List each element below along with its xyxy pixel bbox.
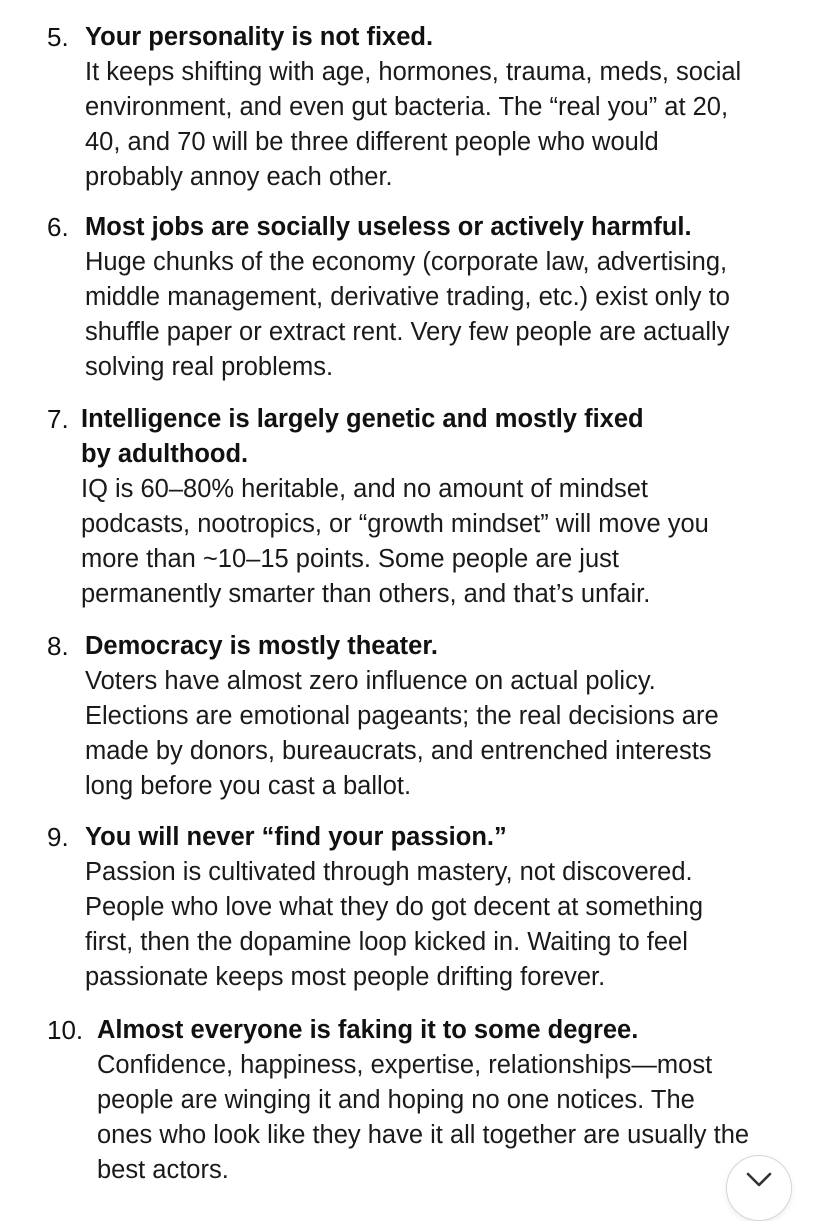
item-number: 9. — [47, 822, 69, 852]
item-content — [85, 20, 799, 195]
item-number: 6. — [47, 212, 69, 242]
item-text-line: solving real problems. — [85, 353, 334, 381]
item-number: 10. — [47, 1015, 84, 1045]
item-text-line: ones who look like they have it all together are usually the — [97, 1121, 750, 1149]
item-text-line: probably annoy each other. — [85, 163, 393, 191]
item-text-line: first, then the dopamine loop kicked in. Waiting to feel — [85, 928, 688, 956]
item-heading-line: Intelligence is largely genetic and mostly fixed — [81, 405, 644, 433]
item-text-line: middle management, derivative trading, etc.) exist only to — [85, 283, 730, 311]
item-text-line: Passion is cultivated through mastery, not discovered. — [85, 858, 693, 886]
item-text-line: best actors. — [97, 1156, 229, 1184]
item-text-line: made by donors, bureaucrats, and entrenched interests — [85, 737, 712, 765]
item-text-line: passionate keeps most people drifting forever. — [85, 963, 606, 991]
item-text-line: Voters have almost zero influence on actual policy. — [85, 667, 656, 695]
item-text-line: Confidence, happiness, expertise, relationships—most — [97, 1051, 713, 1079]
item-text-line: Huge chunks of the economy (corporate law, advertising, — [85, 248, 728, 276]
item-content — [81, 402, 799, 612]
item-text-line: 40, and 70 will be three different people who would — [85, 128, 659, 156]
item-text-line: permanently smarter than others, and that’s unfair. — [81, 580, 651, 608]
item-text-line: podcasts, nootropics, or “growth mindset” will move you — [81, 510, 709, 538]
item-heading-line: by adulthood. — [81, 440, 249, 468]
item-text-line: environment, and even gut bacteria. The “real you” at 20, — [85, 93, 729, 121]
item-text-line: IQ is 60–80% heritable, and no amount of mindset — [81, 475, 649, 503]
item-heading: You will never “find your passion.” — [85, 823, 507, 851]
item-content — [85, 820, 799, 995]
item-heading: Most jobs are socially useless or actively harmful. — [85, 213, 692, 241]
item-heading: Democracy is mostly theater. — [85, 632, 438, 660]
item-number: 5. — [47, 22, 69, 52]
item-text-line: shuffle paper or extract rent. Very few people are actually — [85, 318, 730, 346]
item-text-line: Elections are emotional pageants; the real decisions are — [85, 702, 719, 730]
item-content — [97, 1013, 809, 1188]
item-text-line: People who love what they do got decent at something — [85, 893, 704, 921]
item-text-line: It keeps shifting with age, hormones, trauma, meds, social — [85, 58, 742, 86]
chevron-down-icon — [746, 1172, 772, 1188]
item-heading: Your personality is not fixed. — [85, 23, 434, 51]
item-content — [85, 629, 799, 804]
item-number: 7. — [47, 404, 69, 434]
item-number: 8. — [47, 631, 69, 661]
item-content — [85, 210, 799, 385]
scroll-down-button[interactable] — [726, 1155, 792, 1221]
item-text-line: more than ~10–15 points. Some people are just — [81, 545, 619, 573]
item-text-line: people are winging it and hoping no one notices. The — [97, 1086, 695, 1114]
item-text-line: long before you cast a ballot. — [85, 772, 412, 800]
item-heading: Almost everyone is faking it to some degree. — [97, 1016, 639, 1044]
